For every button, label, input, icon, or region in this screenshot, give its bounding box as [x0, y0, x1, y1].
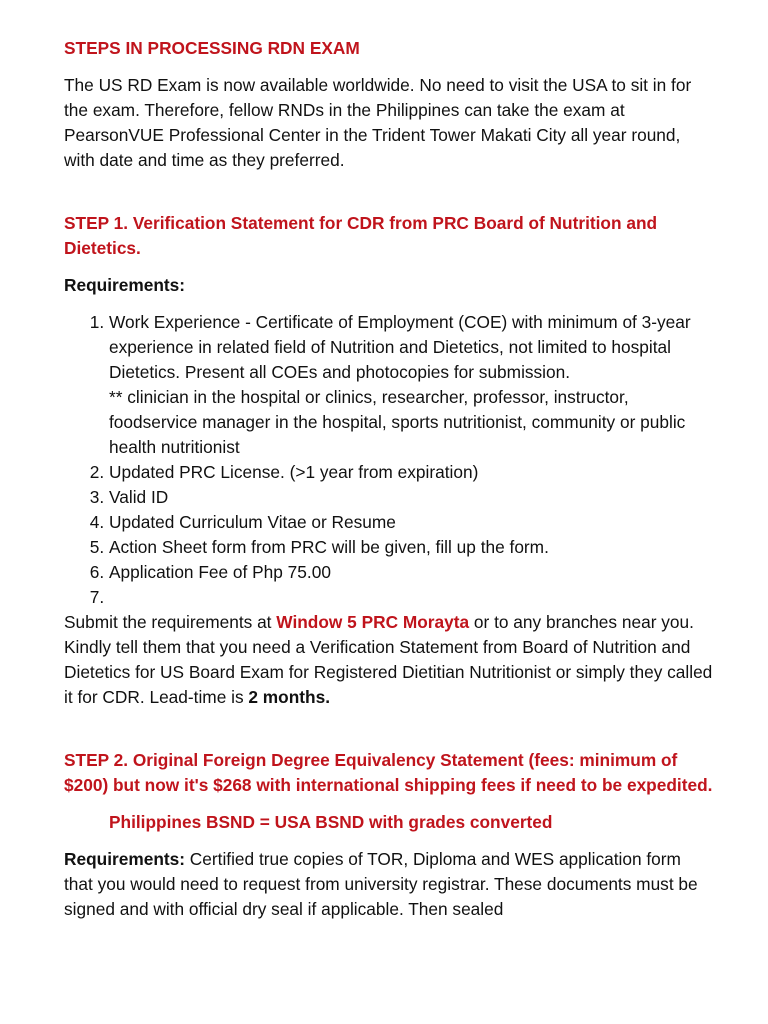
step2-requirements-label: Requirements: — [64, 849, 185, 869]
document-page — [64, 36, 714, 922]
step1-requirements-list — [64, 310, 714, 610]
submit-paragraph — [64, 610, 714, 710]
list-item — [109, 585, 714, 610]
list-item — [109, 310, 714, 460]
step1-heading: STEP 1. Verification Statement for CDR from PRC Board of Nutrition and Dietetics. — [64, 213, 658, 258]
submit-text-post: or to any branches near you. Kindly tell them that you need a Verification Statement from Board of Nutrition and Dietetics for US Board Exam for Registered Dietitian Nutritionist or simply they called it for CDR. Lead-time is — [64, 612, 713, 707]
step1-requirements-label: Requirements: — [64, 275, 185, 295]
submit-text-pre: Submit the requirements at — [64, 612, 277, 632]
lead-time: 2 months. — [248, 687, 331, 707]
list-item-text: Work Experience - Certificate of Employment (COE) with minimum of 3-year experience in related field of Nutrition and Dietetics, not limited to hospital Dietetics. Present all COEs and photocopies for submission. — [109, 312, 691, 382]
step2-sub-heading: Philippines BSND = USA BSND with grades converted — [109, 812, 553, 832]
document-title: STEPS IN PROCESSING RDN EXAM — [64, 38, 360, 58]
step2-requirements-text: Certified true copies of TOR, Diploma and WES application form that you would need to request from university registrar. These documents must be signed and with official dry seal if applicable. Then sealed — [64, 849, 698, 919]
step2-heading: STEP 2. Original Foreign Degree Equivalency Statement (fees: minimum of $200) but now it's $268 with international shipping fees if need to be expedited. — [64, 750, 713, 795]
submit-location: Window 5 PRC Morayta — [276, 612, 470, 632]
list-item: 2. Updated PRC License. (>1 year from expiration) — [109, 460, 714, 485]
list-item: 6. Application Fee of Php 75.00 — [109, 560, 714, 585]
intro-paragraph: The US RD Exam is now available worldwide. No need to visit the USA to sit in for the exam. Therefore, fellow RNDs in the Philippines can take the exam at PearsonVUE Professional Center in the Trident Tower Makati City all year round, with date and time as they preferred. — [64, 75, 692, 170]
list-item: 4. Updated Curriculum Vitae or Resume — [109, 510, 714, 535]
list-item: 5. Action Sheet form from PRC will be given, fill up the form. — [109, 535, 714, 560]
list-item-note: ** clinician in the hospital or clinics, researcher, professor, instructor, foodservice manager in the hospital, sports nutritionist, community or public health nutritionist — [109, 387, 686, 457]
step2-requirements-paragraph — [64, 847, 714, 922]
list-item: 3. Valid ID — [109, 485, 714, 510]
